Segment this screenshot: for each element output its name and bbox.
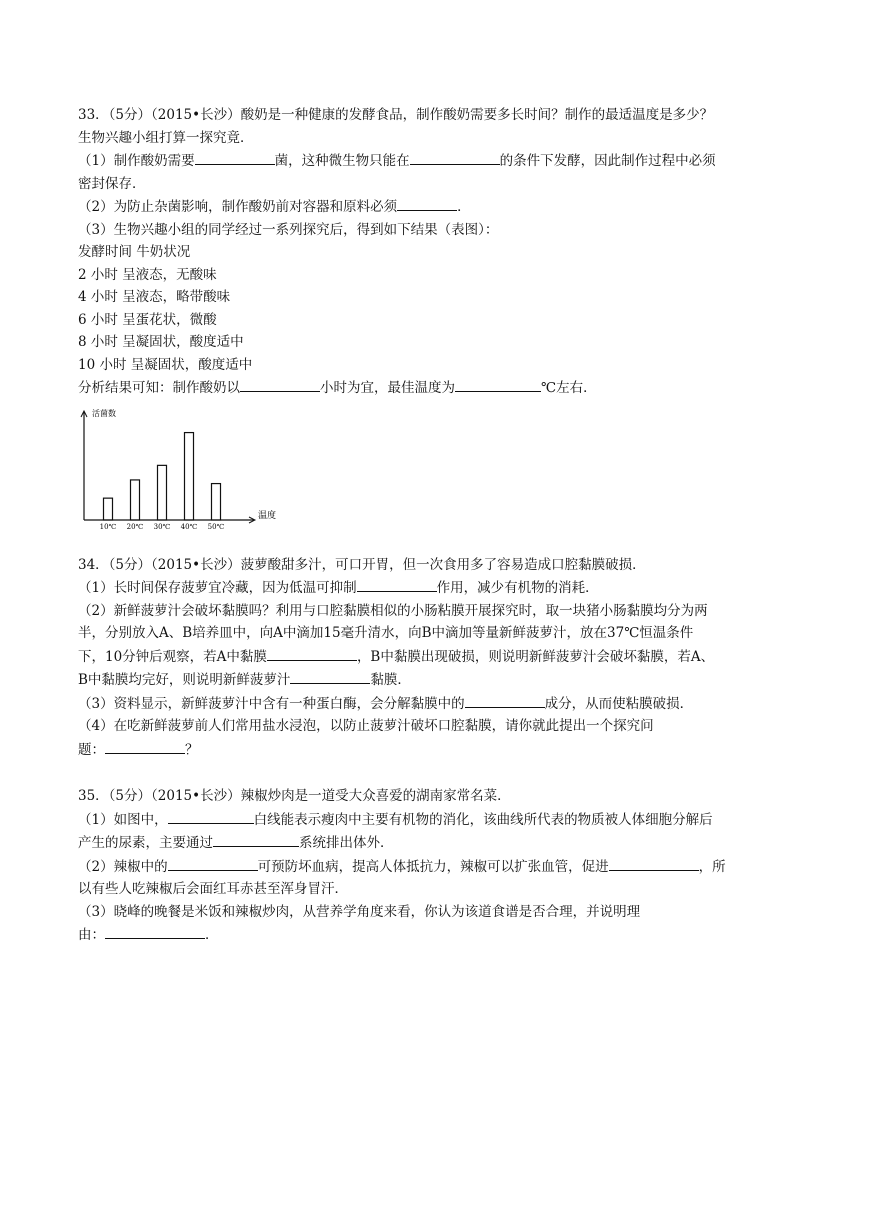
q33-stem-line2: 生物兴趣小组打算一探究竟． — [78, 129, 254, 146]
q34-part4-text-c: ？ — [185, 741, 199, 758]
q34-part2-line4 — [78, 668, 790, 692]
q33-table-row: 10 小时 呈凝固状，酸度适中 — [78, 356, 253, 373]
x-axis-label: 温度 — [258, 510, 277, 521]
question-33 — [78, 104, 790, 530]
answer-blank[interactable] — [465, 692, 545, 708]
answer-blank[interactable] — [267, 645, 357, 661]
q34-part2-text-c: 下，10分钟后观察，若A中黏膜 — [78, 648, 267, 665]
question-35 — [78, 785, 790, 947]
bacteria-temperature-chart — [78, 404, 318, 530]
q33-part4-text-b: 小时为宜，最佳温度为 — [320, 380, 455, 396]
q34-part4-line1: （4）在吃新鲜菠萝前人们常用盐水浸泡，以防止菠萝汁破坏口腔黏膜，请你就此提出一个探究问 — [78, 718, 654, 734]
q35-part2-text-c: ，所 — [698, 858, 726, 875]
q33-part1-cont: 密封保存． — [78, 175, 146, 192]
q34-part2-line3 — [78, 645, 790, 669]
q34-part3 — [78, 692, 790, 716]
answer-blank[interactable] — [105, 738, 185, 754]
bar-3 — [158, 465, 167, 520]
q35-part3-line2 — [78, 923, 790, 947]
answer-blank[interactable] — [410, 149, 500, 165]
q35-part3-text-b: 由： — [78, 927, 105, 943]
q34-part2-line2: 半，分别放入A、B培养皿中，向A中滴加15毫升清水，向B中滴加等量新鲜菠萝汁，放在37℃恒温条件 — [78, 625, 694, 641]
answer-blank[interactable] — [168, 855, 258, 871]
answer-blank[interactable] — [290, 668, 370, 684]
q33-table-row: 6 小时 呈蛋花状，微酸 — [78, 311, 217, 328]
question-34 — [78, 554, 790, 762]
q33-part2-text-b: ． — [457, 199, 471, 215]
q33-part3: （3）生物兴趣小组的同学经过一系列探究后，得到如下结果（表图）： — [78, 221, 499, 238]
q34-part1 — [78, 576, 790, 600]
q33-table-row: 4 小时 呈液态，略带酸味 — [78, 289, 231, 305]
q33-part2-text-a: （2）为防止杂菌影响，制作酸奶前对容器和原料必须 — [78, 199, 398, 215]
q33-table-row: 2 小时 呈液态，无酸味 — [78, 266, 217, 283]
q34-part4-text-b: 题： — [78, 741, 105, 758]
y-axis-label: 活菌数 — [92, 408, 116, 418]
q35-part2-line2: 以有些人吃辣椒后会面红耳赤甚至浑身冒汗． — [78, 881, 348, 897]
q33-part2 — [78, 195, 790, 219]
q34-stem: 34．（5分）（2015•长沙）菠萝酸甜多汁，可口开胃，但一次食用多了容易造成口腔黏膜破损． — [78, 556, 646, 573]
q34-part2-line1: （2）新鲜菠萝汁会破坏黏膜吗？利用与口腔黏膜相似的小肠粘膜开展探究时，取一块猪小肠黏膜均分为两 — [78, 602, 708, 619]
q33-stem-line1: 33．（5分）（2015•长沙）酸奶是一种健康的发酵食品，制作酸奶需要多长时间？制作的最适温度是多少？ — [78, 107, 714, 123]
q33-part1 — [78, 149, 790, 173]
answer-blank[interactable] — [168, 808, 254, 824]
q35-part2-text-b: 可预防坏血病，提高人体抵抗力，辣椒可以扩张血管，促进 — [257, 858, 609, 875]
q33-part1-text-c: 的条件下发酵，因此制作过程中必须 — [499, 153, 716, 169]
q35-part3-line1: （3）晓峰的晚餐是米饭和辣椒炒肉，从营养学角度来看，你认为该道食谱是否合理，并说明理 — [78, 903, 641, 920]
q34-part1-text-a: （1）长时间保存菠萝宜冷藏，因为低温可抑制 — [78, 580, 357, 596]
answer-blank[interactable] — [397, 195, 457, 211]
x-tick-label: 50℃ — [207, 522, 225, 530]
answer-blank[interactable] — [213, 831, 299, 847]
bar-5 — [212, 483, 221, 519]
answer-blank[interactable] — [357, 576, 437, 592]
q33-table-row: 8 小时 呈凝固状，酸度适中 — [78, 334, 244, 350]
q33-part4-text-c: ℃左右． — [541, 380, 597, 396]
q35-part1-line2 — [78, 831, 790, 855]
q35-part2-text-a: （2）辣椒中的 — [78, 858, 168, 875]
bars-group — [104, 432, 221, 519]
bar-1 — [104, 498, 113, 520]
q35-part1-line1 — [78, 808, 790, 832]
q35-part1-text-d: 系统排出体外． — [299, 835, 394, 851]
x-tick-label: 20℃ — [126, 522, 144, 530]
q34-part1-text-b: 作用，减少有机物的消耗． — [436, 580, 599, 596]
q35-part1-text-a: （1）如图中， — [78, 811, 168, 828]
x-tick-label: 30℃ — [153, 522, 171, 530]
q35-part1-text-c: 产生的尿素，主要通过 — [78, 835, 213, 851]
answer-blank[interactable] — [455, 376, 541, 392]
x-tick-label: 10℃ — [99, 522, 117, 530]
answer-blank[interactable] — [240, 376, 320, 392]
exam-page — [78, 104, 790, 947]
q33-part1-text-b: 菌，这种微生物只能在 — [274, 153, 410, 169]
q35-stem: 35．（5分）（2015•长沙）辣椒炒肉是一道受大众喜爱的湖南家常名菜． — [78, 788, 511, 804]
q34-part4-line2 — [78, 738, 790, 762]
q34-part3-text-b: 成分，从而使粘膜破损． — [544, 695, 694, 712]
q34-part3-text-a: （3）资料显示，新鲜菠萝汁中含有一种蛋白酶，会分解黏膜中的 — [78, 695, 465, 712]
answer-blank[interactable] — [195, 149, 275, 165]
q33-part4-text-a: 分析结果可知：制作酸奶以 — [78, 380, 240, 396]
q35-part2-line1 — [78, 855, 790, 879]
bar-chart-svg — [78, 404, 318, 530]
answer-blank[interactable] — [609, 855, 699, 871]
q33-part4 — [78, 376, 790, 400]
answer-blank[interactable] — [105, 923, 205, 939]
bar-4 — [185, 432, 194, 519]
q33-table-header: 发酵时间 牛奶状况 — [78, 244, 191, 260]
q33-part1-text-a: （1）制作酸奶需要 — [78, 153, 195, 169]
q34-part2-text-f: 黏膜． — [370, 672, 411, 688]
q34-part2-text-e: B中黏膜均完好，则说明新鲜菠萝汁 — [78, 672, 291, 688]
bar-2 — [131, 479, 140, 519]
tick-labels-group — [100, 523, 225, 530]
q34-part2-text-d: ，B中黏膜出现破损，则说明新鲜菠萝汁会破坏黏膜，若A、 — [356, 648, 715, 665]
x-tick-label: 40℃ — [180, 522, 198, 530]
q35-part1-text-b: 白线能表示瘦肉中主要有机物的消化，该曲线所代表的物质被人体细胞分解后 — [253, 811, 713, 828]
q35-part3-text-c: ． — [205, 927, 219, 943]
